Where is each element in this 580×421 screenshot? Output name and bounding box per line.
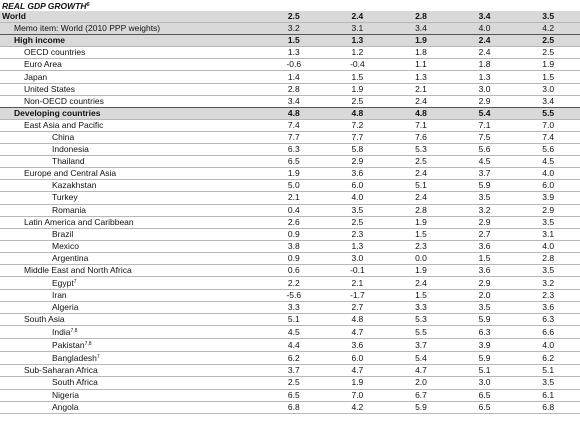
- value-cell: 7.4: [262, 119, 326, 131]
- table-row: [0, 71, 580, 83]
- value-cell: 5.1: [262, 314, 326, 326]
- value-cell: 2.4: [389, 95, 453, 107]
- table-row: [0, 204, 580, 216]
- value-cell: 4.4: [262, 339, 326, 352]
- row-label: [0, 352, 262, 365]
- row-label: [0, 156, 262, 168]
- value-cell: 2.3: [389, 240, 453, 252]
- table-row: [0, 180, 580, 192]
- value-cell: 4.8: [326, 314, 390, 326]
- value-cell: 6.3: [516, 314, 580, 326]
- row-label: [0, 168, 262, 180]
- row-label: [0, 131, 262, 143]
- value-cell: 3.6: [453, 264, 517, 276]
- row-label-text: Algeria: [52, 302, 79, 313]
- value-cell: 2.3: [326, 228, 390, 240]
- row-label: [0, 240, 262, 252]
- row-label: [0, 339, 262, 352]
- value-cell: 6.0: [516, 180, 580, 192]
- row-label: [0, 11, 262, 23]
- value-cell: 1.3: [453, 71, 517, 83]
- value-cell: 3.4: [516, 95, 580, 107]
- value-cell: 5.1: [516, 365, 580, 377]
- value-cell: 7.1: [453, 119, 517, 131]
- row-label-text: Europe and Central Asia: [24, 168, 117, 179]
- row-label-text: Romania: [52, 204, 87, 215]
- value-cell: 5.6: [516, 144, 580, 156]
- table-row: [0, 144, 580, 156]
- value-cell: 2.4: [453, 35, 517, 47]
- table-row: [0, 35, 580, 47]
- table-row: [0, 59, 580, 71]
- value-cell: 5.1: [453, 365, 517, 377]
- value-cell: 2.0: [389, 377, 453, 389]
- value-cell: 2.7: [453, 228, 517, 240]
- row-label: [0, 389, 262, 401]
- value-cell: 2.1: [326, 277, 390, 290]
- value-cell: 1.3: [326, 35, 390, 47]
- value-cell: 2.5: [262, 377, 326, 389]
- value-cell: 7.2: [326, 119, 390, 131]
- row-label: [0, 252, 262, 264]
- value-cell: 2.8: [389, 11, 453, 23]
- value-cell: 6.2: [516, 352, 580, 365]
- footnote-marker: 7,8: [84, 341, 92, 348]
- value-cell: 7.6: [389, 131, 453, 143]
- value-cell: 5.4: [389, 352, 453, 365]
- value-cell: 1.3: [389, 71, 453, 83]
- row-label: [0, 264, 262, 276]
- value-cell: 5.4: [453, 107, 517, 119]
- row-label: [0, 377, 262, 389]
- table-row: [0, 228, 580, 240]
- table-row: [0, 11, 580, 23]
- value-cell: 1.9: [516, 59, 580, 71]
- row-label-text: High income: [14, 35, 66, 46]
- row-label-text: South Africa: [52, 377, 98, 388]
- value-cell: 3.4: [389, 23, 453, 35]
- value-cell: 5.9: [453, 180, 517, 192]
- value-cell: 3.4: [453, 11, 517, 23]
- value-cell: 0.0: [389, 252, 453, 264]
- table-row: [0, 264, 580, 276]
- value-cell: 2.9: [453, 216, 517, 228]
- value-cell: 5.5: [389, 326, 453, 339]
- value-cell: 1.9: [326, 377, 390, 389]
- table-row: [0, 119, 580, 131]
- value-cell: 3.5: [326, 204, 390, 216]
- value-cell: 2.4: [453, 47, 517, 59]
- value-cell: 5.9: [389, 401, 453, 413]
- gdp-growth-table: [0, 11, 580, 414]
- value-cell: 6.5: [453, 401, 517, 413]
- value-cell: 3.9: [453, 339, 517, 352]
- value-cell: 4.8: [389, 107, 453, 119]
- value-cell: 0.9: [262, 252, 326, 264]
- value-cell: 0.9: [262, 228, 326, 240]
- value-cell: 2.5: [516, 47, 580, 59]
- row-label: [0, 277, 262, 290]
- value-cell: 1.3: [326, 240, 390, 252]
- value-cell: 4.7: [326, 365, 390, 377]
- value-cell: 3.0: [516, 83, 580, 95]
- value-cell: -0.6: [262, 59, 326, 71]
- value-cell: 7.1: [389, 119, 453, 131]
- value-cell: 1.2: [326, 47, 390, 59]
- value-cell: 2.4: [326, 11, 390, 23]
- row-label-text: Non-OECD countries: [24, 95, 104, 106]
- value-cell: 1.8: [389, 47, 453, 59]
- value-cell: 0.4: [262, 204, 326, 216]
- value-cell: -1.7: [326, 290, 390, 302]
- value-cell: 7.7: [326, 131, 390, 143]
- value-cell: 1.5: [453, 252, 517, 264]
- value-cell: 3.1: [326, 23, 390, 35]
- table-row: [0, 365, 580, 377]
- row-label: [0, 83, 262, 95]
- value-cell: 3.6: [453, 240, 517, 252]
- row-label-text: OECD countries: [24, 47, 86, 58]
- row-label: [0, 71, 262, 83]
- value-cell: 4.2: [516, 23, 580, 35]
- value-cell: 2.0: [453, 290, 517, 302]
- row-label-text: Egypt: [52, 278, 74, 289]
- row-label-text: Sub-Saharan Africa: [24, 365, 98, 376]
- row-label-text: Mexico: [52, 240, 79, 251]
- row-label-text: India: [52, 327, 71, 338]
- value-cell: 7.7: [262, 131, 326, 143]
- value-cell: 4.8: [326, 107, 390, 119]
- value-cell: 7.5: [453, 131, 517, 143]
- row-label-text: Euro Area: [24, 59, 62, 70]
- value-cell: 1.8: [453, 59, 517, 71]
- row-label: [0, 23, 262, 35]
- value-cell: 4.0: [326, 192, 390, 204]
- row-label-text: Angola: [52, 401, 79, 412]
- value-cell: 2.4: [389, 277, 453, 290]
- table-row: [0, 389, 580, 401]
- table-row: [0, 352, 580, 365]
- value-cell: 1.9: [389, 216, 453, 228]
- value-cell: 0.6: [262, 264, 326, 276]
- row-label-text: China: [52, 131, 75, 142]
- row-label-text: Turkey: [52, 192, 78, 203]
- value-cell: 6.6: [516, 326, 580, 339]
- value-cell: 2.9: [326, 156, 390, 168]
- value-cell: 1.5: [389, 290, 453, 302]
- value-cell: 4.7: [389, 365, 453, 377]
- value-cell: 4.0: [516, 240, 580, 252]
- row-label-text: Brazil: [52, 228, 74, 239]
- row-label-text: Latin America and Caribbean: [24, 216, 134, 227]
- value-cell: 4.5: [262, 326, 326, 339]
- row-label-text: Memo item: World (2010 PPP weights): [14, 23, 161, 34]
- row-label-text: Bangladesh: [52, 353, 97, 364]
- value-cell: 1.5: [326, 71, 390, 83]
- row-label: [0, 144, 262, 156]
- value-cell: 3.5: [453, 302, 517, 314]
- value-cell: 7.4: [516, 131, 580, 143]
- value-cell: 5.6: [453, 144, 517, 156]
- value-cell: 2.2: [262, 277, 326, 290]
- value-cell: 2.5: [326, 95, 390, 107]
- value-cell: 6.0: [326, 180, 390, 192]
- row-label-text: Nigeria: [52, 389, 79, 400]
- value-cell: 3.4: [262, 95, 326, 107]
- value-cell: 4.0: [516, 168, 580, 180]
- value-cell: 5.9: [453, 352, 517, 365]
- value-cell: 6.3: [262, 144, 326, 156]
- value-cell: 2.5: [516, 35, 580, 47]
- row-label: [0, 326, 262, 339]
- value-cell: 3.5: [453, 192, 517, 204]
- value-cell: 6.7: [389, 389, 453, 401]
- value-cell: 1.4: [262, 71, 326, 83]
- value-cell: 6.8: [516, 401, 580, 413]
- value-cell: 6.0: [326, 352, 390, 365]
- value-cell: 3.5: [516, 216, 580, 228]
- table-row: [0, 252, 580, 264]
- table-row: [0, 277, 580, 290]
- value-cell: 6.8: [262, 401, 326, 413]
- value-cell: 3.7: [262, 365, 326, 377]
- value-cell: 4.0: [516, 339, 580, 352]
- value-cell: 2.9: [453, 95, 517, 107]
- value-cell: 3.2: [262, 23, 326, 35]
- value-cell: 5.8: [326, 144, 390, 156]
- row-label-text: East Asia and Pacific: [24, 119, 104, 130]
- value-cell: 3.0: [326, 252, 390, 264]
- row-label-text: Kazakhstan: [52, 180, 97, 191]
- value-cell: 1.5: [516, 71, 580, 83]
- footnote-marker: 7: [96, 354, 100, 361]
- footnote-marker: 7: [73, 279, 77, 286]
- table-row: [0, 107, 580, 119]
- table-row: [0, 156, 580, 168]
- table-row: [0, 192, 580, 204]
- value-cell: 2.6: [262, 216, 326, 228]
- value-cell: 3.8: [262, 240, 326, 252]
- value-cell: 3.1: [516, 228, 580, 240]
- row-label: [0, 302, 262, 314]
- row-label: [0, 180, 262, 192]
- value-cell: 3.2: [516, 277, 580, 290]
- value-cell: 4.2: [326, 401, 390, 413]
- value-cell: 4.0: [453, 23, 517, 35]
- value-cell: 2.8: [516, 252, 580, 264]
- row-label: [0, 192, 262, 204]
- value-cell: 7.0: [326, 389, 390, 401]
- table-row: [0, 131, 580, 143]
- value-cell: 6.3: [453, 326, 517, 339]
- value-cell: 4.7: [326, 326, 390, 339]
- row-label-text: Iran: [52, 290, 67, 301]
- value-cell: 5.3: [389, 314, 453, 326]
- table-row: [0, 302, 580, 314]
- row-label: [0, 47, 262, 59]
- value-cell: 5.9: [453, 314, 517, 326]
- row-label-text: United States: [24, 83, 76, 94]
- value-cell: 3.6: [516, 302, 580, 314]
- value-cell: 2.4: [389, 192, 453, 204]
- value-cell: 6.5: [262, 156, 326, 168]
- row-label: [0, 35, 262, 47]
- table-row: [0, 326, 580, 339]
- value-cell: 3.9: [516, 192, 580, 204]
- value-cell: 1.5: [389, 228, 453, 240]
- table-row: [0, 314, 580, 326]
- value-cell: 2.9: [516, 204, 580, 216]
- value-cell: 3.3: [389, 302, 453, 314]
- row-label: [0, 401, 262, 413]
- value-cell: 3.6: [326, 339, 390, 352]
- value-cell: 3.0: [453, 377, 517, 389]
- value-cell: 3.6: [326, 168, 390, 180]
- row-label-text: World: [2, 11, 26, 22]
- value-cell: 3.5: [516, 264, 580, 276]
- value-cell: 1.1: [389, 59, 453, 71]
- table-row: [0, 290, 580, 302]
- row-label-text: Pakistan: [52, 340, 85, 351]
- row-label: [0, 365, 262, 377]
- row-label: [0, 95, 262, 107]
- table-row: [0, 168, 580, 180]
- title-footnote-marker: 6: [86, 2, 90, 8]
- value-cell: 5.1: [389, 180, 453, 192]
- value-cell: 3.5: [516, 11, 580, 23]
- value-cell: 6.1: [516, 389, 580, 401]
- value-cell: 1.9: [389, 35, 453, 47]
- value-cell: 3.2: [453, 204, 517, 216]
- value-cell: 4.5: [453, 156, 517, 168]
- value-cell: 3.0: [453, 83, 517, 95]
- value-cell: 2.8: [262, 83, 326, 95]
- row-label: [0, 290, 262, 302]
- row-label-text: Japan: [24, 71, 48, 82]
- value-cell: 2.3: [516, 290, 580, 302]
- value-cell: 4.5: [516, 156, 580, 168]
- table-title-text: REAL GDP GROWTH: [2, 1, 87, 11]
- row-label: [0, 228, 262, 240]
- value-cell: 6.2: [262, 352, 326, 365]
- value-cell: 1.9: [389, 264, 453, 276]
- value-cell: 3.5: [516, 377, 580, 389]
- value-cell: 1.5: [262, 35, 326, 47]
- table-body: [0, 11, 580, 413]
- value-cell: 7.0: [516, 119, 580, 131]
- row-label-text: Thailand: [52, 156, 85, 167]
- footnote-marker: 7,8: [70, 328, 78, 335]
- row-label: [0, 107, 262, 119]
- table-row: [0, 95, 580, 107]
- row-label: [0, 119, 262, 131]
- value-cell: 2.9: [453, 277, 517, 290]
- table-row: [0, 377, 580, 389]
- value-cell: -0.1: [326, 264, 390, 276]
- value-cell: 1.3: [262, 47, 326, 59]
- value-cell: 5.0: [262, 180, 326, 192]
- value-cell: 2.1: [389, 83, 453, 95]
- value-cell: 5.5: [516, 107, 580, 119]
- row-label-text: Argentina: [52, 252, 89, 263]
- value-cell: 5.3: [389, 144, 453, 156]
- value-cell: 2.8: [389, 204, 453, 216]
- row-label: [0, 216, 262, 228]
- table-row: [0, 240, 580, 252]
- row-label-text: Indonesia: [52, 144, 89, 155]
- value-cell: 2.7: [326, 302, 390, 314]
- table-row: [0, 83, 580, 95]
- value-cell: 1.9: [262, 168, 326, 180]
- table-row: [0, 47, 580, 59]
- value-cell: 4.8: [262, 107, 326, 119]
- row-label: [0, 59, 262, 71]
- value-cell: 2.5: [326, 216, 390, 228]
- value-cell: 2.4: [389, 168, 453, 180]
- table-row: [0, 401, 580, 413]
- row-label-text: Developing countries: [14, 107, 101, 118]
- table-row: [0, 216, 580, 228]
- row-label-text: Middle East and North Africa: [24, 265, 132, 276]
- value-cell: 3.3: [262, 302, 326, 314]
- value-cell: -5.6: [262, 290, 326, 302]
- row-label: [0, 204, 262, 216]
- table-row: [0, 23, 580, 35]
- value-cell: 2.5: [262, 11, 326, 23]
- table-row: [0, 339, 580, 352]
- row-label-text: South Asia: [24, 314, 65, 325]
- value-cell: 2.5: [389, 156, 453, 168]
- value-cell: 6.5: [453, 389, 517, 401]
- value-cell: -0.4: [326, 59, 390, 71]
- value-cell: 1.9: [326, 83, 390, 95]
- value-cell: 3.7: [453, 168, 517, 180]
- value-cell: 2.1: [262, 192, 326, 204]
- value-cell: 6.5: [262, 389, 326, 401]
- row-label: [0, 314, 262, 326]
- value-cell: 3.7: [389, 339, 453, 352]
- table-title: [0, 0, 580, 11]
